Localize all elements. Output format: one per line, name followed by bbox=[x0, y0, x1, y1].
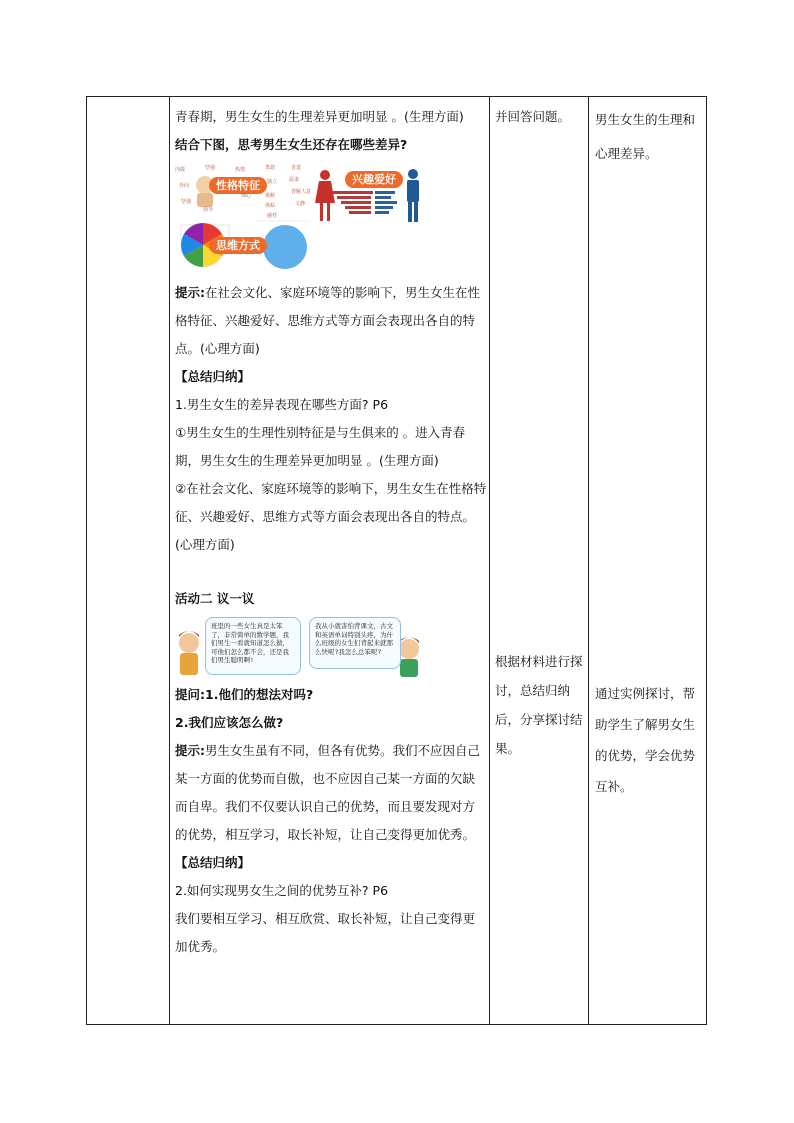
trait-word: 细心 bbox=[241, 193, 252, 199]
summary-question-1: 1.男生女生的差异表现在哪些方面? P6 bbox=[175, 397, 389, 412]
student-activity-answer: 并回答问题。 bbox=[495, 109, 571, 124]
trait-word: 害羞 bbox=[291, 165, 302, 171]
ask-label: 提问: bbox=[175, 687, 205, 702]
student-activity-cell-mid bbox=[495, 647, 585, 763]
summary-answer-1a: ①男生女生的生理性别特征是与生俱来的 。进入青春期，男生女生的生理差异更加明显 。(生理方面) bbox=[175, 425, 466, 468]
trait-word: 坚强 bbox=[205, 165, 216, 171]
trait-word: 独立 bbox=[267, 179, 278, 185]
hint-complement bbox=[175, 737, 487, 849]
hint-label: 提示: bbox=[175, 743, 205, 758]
trait-word: 体贴 bbox=[265, 203, 276, 209]
hint-text: 男生女生虽有不同，但各有优势。我们不应因自己某一方面的优势而自傲，也不应因自己某一方面的欠缺而自卑。我们不仅要认识自己的优势，而且要发现对方的优势，相互学习，取长补短，让自己变得更加优秀。 bbox=[175, 743, 481, 842]
trait-word: 温柔 bbox=[289, 177, 300, 183]
design-intent-differences: 男生女生的生理和心理差异。 bbox=[595, 112, 696, 161]
summary-answer-1b: ②在社会文化、家庭环境等的影响下，男生女生在性格特征、兴趣爱好、思维方式等方面会表现出各自的特点。(心理方面) bbox=[175, 481, 487, 552]
trait-word: 善解人意 bbox=[291, 189, 312, 195]
trait-word: 感性 bbox=[267, 213, 278, 219]
speech-bubble-left: 班里的一些女生真是太笨了，非常简单的数学题，我们男生一看就知道怎么做，可他们怎么都不会，还是我们男生聪明啊! bbox=[205, 617, 301, 675]
activity-two-title: 活动二 议一议 bbox=[175, 591, 255, 606]
personality-tag: 性格特征 bbox=[209, 177, 267, 194]
interest-tag: 兴趣爱好 bbox=[345, 171, 403, 188]
ask-question-2: 2.我们应该怎么做? bbox=[175, 715, 284, 730]
hint-psychological bbox=[175, 279, 487, 363]
column-divider bbox=[588, 97, 589, 1024]
speech-bubble-right: 我从小就害怕背课文，古文和英语单词特别头疼，为什么班级的女生们背起来就那么快呢?我怎么总笨呢? bbox=[309, 617, 401, 669]
figure-question: 结合下图，思考男生女生还存在哪些差异? bbox=[175, 137, 408, 152]
trait-word: 坚强 bbox=[181, 199, 192, 205]
ask-question-1: 1.他们的想法对吗? bbox=[205, 687, 314, 702]
hint-label: 提示: bbox=[175, 285, 205, 300]
trait-word: 文静 bbox=[295, 201, 306, 207]
differences-figure bbox=[175, 163, 425, 273]
summary-title: 【总结归纳】 bbox=[175, 369, 251, 384]
design-intent-cell-mid bbox=[595, 678, 703, 802]
design-intent-complement: 通过实例探讨，帮助学生了解男女生的优势，学会优势互补。 bbox=[595, 686, 696, 794]
summary-question-2: 2.如何实现男女生之间的优势互补? P6 bbox=[175, 883, 389, 898]
student-activity-discuss: 根据材料进行探讨，总结归纳后，分享探讨结果。 bbox=[495, 654, 583, 756]
ask-line-1 bbox=[175, 681, 487, 709]
design-intent-cell-top bbox=[595, 103, 703, 171]
summary-answer-2: 我们要相互学习、相互欣赏、取长补短，让自己变得更加优秀。 bbox=[175, 911, 476, 954]
trait-word: 领导 bbox=[203, 207, 214, 213]
discussion-figure bbox=[175, 615, 425, 679]
thinking-tag: 思维方式 bbox=[209, 237, 267, 254]
lesson-table bbox=[86, 96, 707, 1025]
student-activity-cell-top bbox=[495, 103, 585, 131]
trait-word: 勇敢 bbox=[265, 165, 276, 171]
trait-word: 内敛 bbox=[175, 167, 186, 173]
trait-word: 外向 bbox=[179, 183, 190, 189]
trait-word: 果断 bbox=[265, 193, 276, 199]
hint-text: 在社会文化、家庭环境等的影响下，男生女生在性格特征、兴趣爱好、思维方式等方面会表现出各自的特点。(心理方面) bbox=[175, 285, 481, 356]
column-divider bbox=[169, 97, 170, 1024]
summary-title: 【总结归纳】 bbox=[175, 855, 251, 870]
column-divider bbox=[489, 97, 490, 1024]
teaching-content-cell bbox=[175, 97, 487, 961]
physical-difference-line: 青春期，男生女生的生理差异更加明显 。(生理方面) bbox=[175, 109, 464, 124]
trait-word: 热情 bbox=[235, 167, 246, 173]
